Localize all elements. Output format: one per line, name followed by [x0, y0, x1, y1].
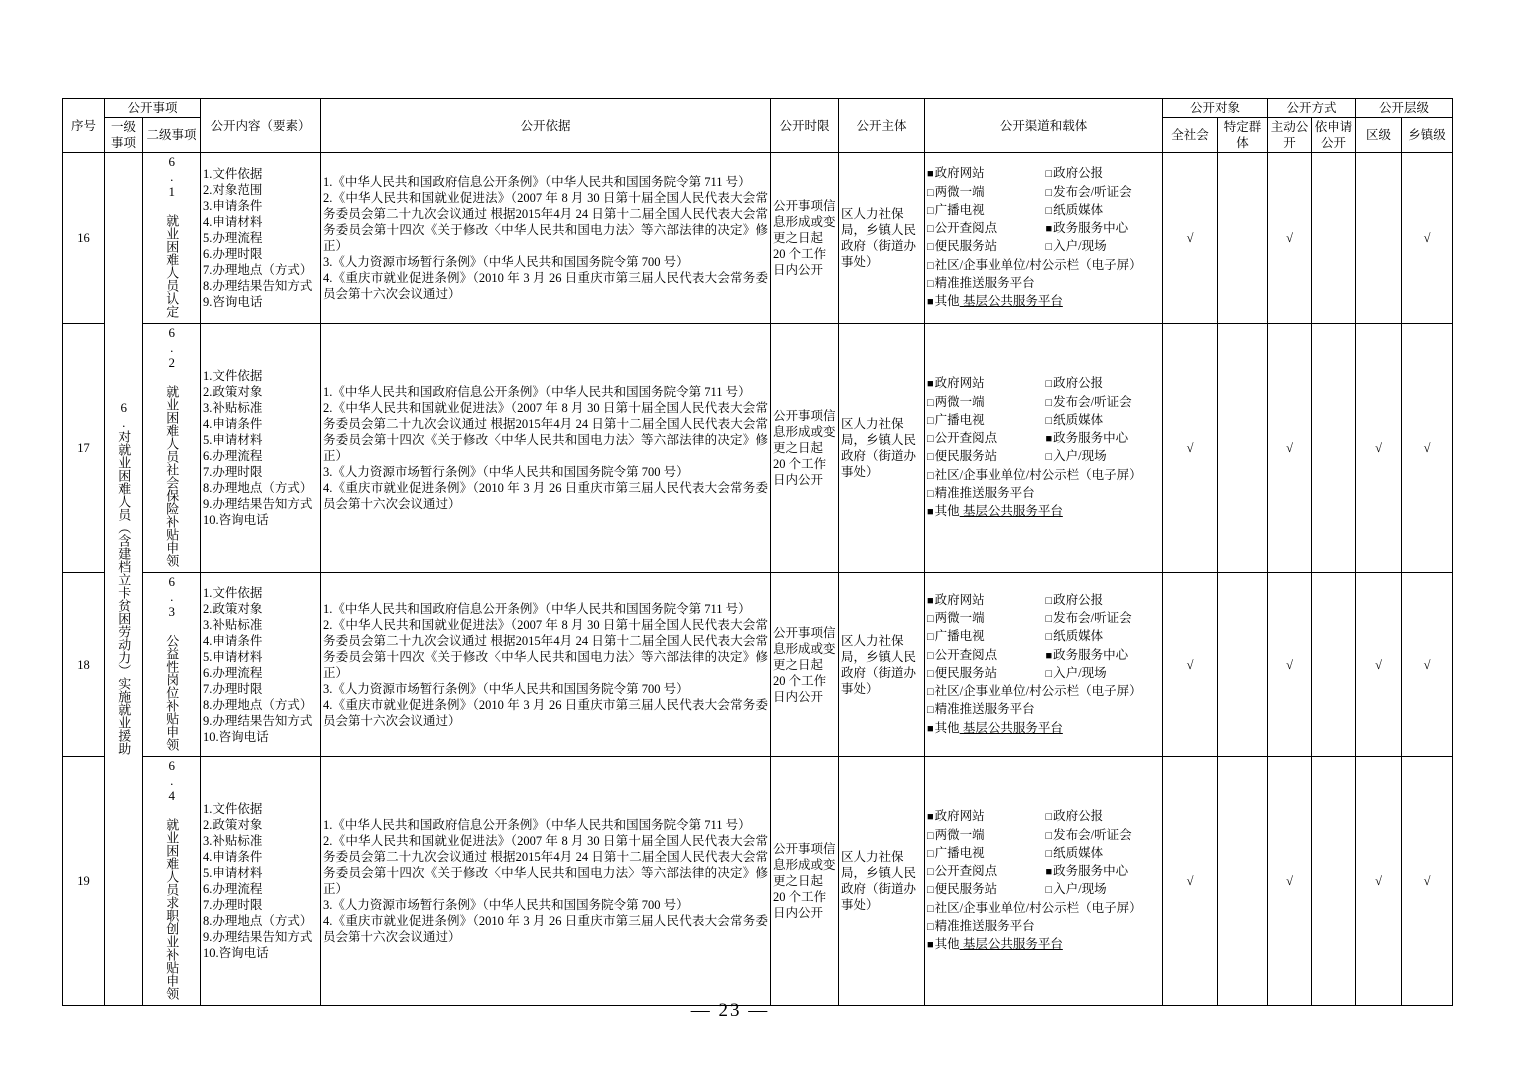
- table-row: [63, 573, 1453, 757]
- cell-seq: 19: [63, 757, 105, 1006]
- basis-item: 2.《中华人民共和国就业促进法》（2007 年 8 月 30 日第十届全国人民代表大会常务委员会第二十九次会议通过 根据2015年4月 24 日第十二届全国人民代表大会常务委员会第十四次《关于修改〈中华人民共和国电力法〉等六部法律的决定》修正）: [323, 617, 769, 680]
- cell-level-town: √: [1402, 324, 1453, 573]
- header-audience: 公开对象: [1163, 99, 1268, 118]
- content-element: 3.申请条件: [203, 199, 263, 213]
- channel-option[interactable]: □入户/现场: [1045, 449, 1107, 464]
- checkbox-icon: □: [927, 631, 934, 644]
- cell-time-limit: 公开事项信息形成或变更之日起 20 个工作日内公开: [771, 153, 839, 324]
- basis-item: 3.《人力资源市场暂行条例》（中华人民共和国国务院令第 700 号）: [323, 681, 689, 696]
- channel-option[interactable]: □精准推送服务平台: [927, 485, 1035, 500]
- channel-option[interactable]: □公开查阅点: [927, 431, 998, 445]
- channel-option[interactable]: □政府公报: [1045, 376, 1104, 391]
- checkbox-icon: ■: [927, 939, 934, 951]
- checkbox-icon: ■: [1045, 433, 1053, 445]
- cell-audience-all: √: [1163, 757, 1218, 1006]
- header-subject: 公开主体: [839, 99, 925, 153]
- checkbox-icon: □: [927, 847, 934, 860]
- checkbox-icon: □: [1045, 396, 1053, 409]
- checkbox-icon: □: [927, 241, 934, 254]
- checkbox-icon: □: [927, 920, 934, 933]
- checkbox-icon: □: [1045, 414, 1053, 427]
- checkbox-icon: □: [1045, 186, 1053, 199]
- checkbox-icon: □: [1045, 241, 1053, 254]
- cell-seq: 16: [63, 153, 105, 324]
- checkbox-icon: □: [1045, 451, 1053, 464]
- content-element: 5.申请材料: [203, 866, 263, 880]
- cell-mode-active: √: [1268, 573, 1312, 757]
- checkbox-icon: □: [927, 487, 934, 500]
- cell-level-district: [1356, 153, 1402, 324]
- content-element: 8.办理结果告知方式: [203, 279, 313, 293]
- content-element: 3.补贴标准: [203, 617, 263, 632]
- header-mode-active: 主动公开: [1268, 118, 1312, 153]
- checkbox-icon: □: [927, 704, 934, 717]
- cell-seq: 18: [63, 573, 105, 757]
- basis-item: 2.《中华人民共和国就业促进法》（2007 年 8 月 30 日第十届全国人民代表大会常务委员会第二十九次会议通过 根据2015年4月 24 日第十二届全国人民代表大会常务委员会第十四次《关于修改〈中华人民共和国电力法〉等六部法律的决定》修正）: [323, 834, 769, 896]
- header-public-item: 公开事项: [105, 99, 201, 118]
- table-header-row-1: [63, 99, 1453, 118]
- content-element: 6.办理流程: [203, 665, 263, 680]
- channel-option[interactable]: □两微一端: [927, 184, 985, 199]
- cell-audience-specific: [1218, 324, 1268, 573]
- header-time-limit: 公开时限: [771, 99, 839, 153]
- cell-level-district: √: [1356, 324, 1402, 573]
- cell-subject: 区人力社保局，乡镇人民政府（街道办事处）: [839, 573, 925, 757]
- cell-audience-all: √: [1163, 153, 1218, 324]
- content-element: 7.办理时限: [203, 465, 263, 479]
- header-mode: 公开方式: [1268, 99, 1356, 118]
- header-level-town: 乡镇级: [1402, 118, 1453, 153]
- checkbox-icon: □: [927, 277, 934, 290]
- content-element: 2.政策对象: [203, 818, 263, 832]
- cell-level-town: √: [1402, 153, 1453, 324]
- content-element: 10.咨询电话: [203, 729, 269, 744]
- cell-mode-active: √: [1268, 153, 1312, 324]
- checkbox-icon: □: [927, 667, 934, 680]
- channel-option[interactable]: □便民服务站: [927, 882, 998, 897]
- checkbox-icon: ■: [1045, 649, 1053, 662]
- cell-mode-request: [1312, 757, 1356, 1006]
- cell-content: [201, 757, 321, 1006]
- channel-option[interactable]: ■其他 基层公共服务平台: [927, 720, 1063, 735]
- channel-option[interactable]: □政府公报: [1045, 166, 1104, 181]
- basis-item: 1.《中华人民共和国政府信息公开条例》（中华人民共和国国务院令第 711 号）: [323, 175, 751, 189]
- channel-option[interactable]: □两微一端: [927, 611, 985, 625]
- header-seq: 序号: [63, 99, 105, 153]
- cell-level2-item: 6.4 就业困难人员求职创业补贴申领: [143, 757, 201, 1006]
- content-element: 6.办理流程: [203, 882, 263, 896]
- content-element: 2.政策对象: [203, 385, 263, 399]
- content-element: 4.申请条件: [203, 633, 263, 648]
- channel-option[interactable]: ■政务服务中心: [1045, 864, 1129, 878]
- disclosure-table: [62, 98, 1453, 1006]
- channel-option[interactable]: □纸质媒体: [1045, 202, 1104, 217]
- channel-option[interactable]: ■其他 基层公共服务平台: [927, 294, 1063, 308]
- cell-level-district: √: [1356, 573, 1402, 757]
- cell-channel: [925, 573, 1163, 757]
- checkbox-icon: □: [927, 223, 934, 235]
- content-element: 1.文件依据: [203, 167, 263, 181]
- checkbox-icon: □: [927, 396, 934, 409]
- cell-audience-specific: [1218, 757, 1268, 1006]
- cell-level2-item: 6.3 公益性岗位补贴申领: [143, 573, 201, 757]
- cell-mode-request: [1312, 573, 1356, 757]
- channel-option[interactable]: □纸质媒体: [1045, 629, 1104, 644]
- channel-option[interactable]: □广播电视: [927, 202, 985, 217]
- basis-item: 3.《人力资源市场暂行条例》（中华人民共和国国务院令第 700 号）: [323, 255, 689, 269]
- content-element: 7.办理时限: [203, 898, 263, 912]
- checkbox-icon: □: [927, 204, 934, 217]
- channel-option[interactable]: ■政务服务中心: [1045, 431, 1129, 445]
- table-row: [63, 153, 1453, 324]
- channel-option[interactable]: □广播电视: [927, 845, 985, 860]
- checkbox-icon: □: [927, 686, 934, 698]
- channel-option[interactable]: ■政务服务中心: [1045, 647, 1129, 662]
- cell-time-limit: 公开事项信息形成或变更之日起 20 个工作日内公开: [771, 573, 839, 757]
- table-body: [63, 153, 1453, 1006]
- cell-channel: [925, 757, 1163, 1006]
- cell-time-limit: 公开事项信息形成或变更之日起 20 个工作日内公开: [771, 324, 839, 573]
- checkbox-icon: □: [927, 866, 934, 878]
- header-content: 公开内容（要素）: [201, 99, 321, 153]
- content-element: 4.申请材料: [203, 215, 263, 229]
- basis-item: 1.《中华人民共和国政府信息公开条例》（中华人民共和国国务院令第 711 号）: [323, 601, 751, 616]
- content-element: 6.办理时限: [203, 247, 263, 261]
- cell-audience-specific: [1218, 573, 1268, 757]
- checkbox-icon: ■: [927, 378, 934, 391]
- checkbox-icon: ■: [927, 811, 934, 824]
- cell-content: [201, 573, 321, 757]
- checkbox-icon: ■: [927, 594, 934, 607]
- header-mode-request: 依申请公开: [1312, 118, 1356, 153]
- channel-option[interactable]: □社区/企事业单位/村公示栏（电子屏）: [927, 684, 1142, 698]
- basis-item: 1.《中华人民共和国政府信息公开条例》（中华人民共和国国务院令第 711 号）: [323, 818, 751, 832]
- cell-level2-item: 6.2 就业困难人员社会保险补贴申领: [143, 324, 201, 573]
- content-element: 7.办理地点（方式）: [203, 263, 313, 277]
- header-level1: 一级事项: [105, 118, 143, 153]
- cell-level-town: √: [1402, 757, 1453, 1006]
- content-element: 3.补贴标准: [203, 401, 263, 415]
- basis-item: 1.《中华人民共和国政府信息公开条例》（中华人民共和国国务院令第 711 号）: [323, 385, 751, 399]
- channel-option[interactable]: □发布会/听证会: [1045, 394, 1132, 409]
- checkbox-icon: □: [927, 433, 934, 445]
- channel-option[interactable]: ■政府网站: [927, 592, 985, 607]
- content-element: 8.办理地点（方式）: [203, 481, 313, 495]
- channel-option[interactable]: ■政府网站: [927, 376, 985, 391]
- checkbox-icon: □: [1045, 829, 1053, 842]
- channel-option[interactable]: ■政府网站: [927, 166, 985, 181]
- checkbox-icon: □: [1045, 204, 1053, 217]
- header-basis: 公开依据: [321, 99, 771, 153]
- checkbox-icon: □: [927, 613, 934, 625]
- content-element: 1.文件依据: [203, 585, 263, 600]
- channel-option[interactable]: □入户/现场: [1045, 665, 1107, 680]
- checkbox-icon: □: [1045, 884, 1053, 897]
- channel-option[interactable]: □公开查阅点: [927, 864, 998, 878]
- checkbox-icon: □: [927, 186, 934, 199]
- cell-audience-all: √: [1163, 324, 1218, 573]
- checkbox-icon: □: [1045, 811, 1053, 824]
- cell-basis: [321, 573, 771, 757]
- cell-mode-active: √: [1268, 757, 1312, 1006]
- cell-time-limit: 公开事项信息形成或变更之日起 20 个工作日内公开: [771, 757, 839, 1006]
- header-audience-all: 全社会: [1163, 118, 1218, 153]
- channel-option[interactable]: □精准推送服务平台: [927, 275, 1035, 290]
- content-element: 6.办理流程: [203, 449, 263, 463]
- table-row: [63, 324, 1453, 573]
- channel-option[interactable]: □精准推送服务平台: [927, 702, 1035, 717]
- basis-item: 4.《重庆市就业促进条例》（2010 年 3 月 26 日重庆市第三届人民代表大会常务委员会第十六次会议通过）: [323, 481, 769, 511]
- header-channel: 公开渠道和载体: [925, 99, 1163, 153]
- channel-option[interactable]: □入户/现场: [1045, 882, 1107, 897]
- content-element: 10.咨询电话: [203, 946, 269, 960]
- content-element: 1.文件依据: [203, 802, 263, 816]
- cell-mode-active: √: [1268, 324, 1312, 573]
- content-element: 10.咨询电话: [203, 513, 269, 527]
- cell-seq: 17: [63, 324, 105, 573]
- channel-option[interactable]: □公开查阅点: [927, 647, 998, 662]
- cell-mode-request: [1312, 153, 1356, 324]
- header-level: 公开层级: [1356, 99, 1453, 118]
- checkbox-icon: □: [927, 884, 934, 897]
- channel-option[interactable]: □纸质媒体: [1045, 412, 1104, 427]
- cell-content: [201, 153, 321, 324]
- cell-content: [201, 324, 321, 573]
- channel-option[interactable]: ■政务服务中心: [1045, 221, 1129, 235]
- cell-level-district: √: [1356, 757, 1402, 1006]
- cell-level1-item: 6.对就业困难人员（含建档立卡贫困劳动力）实施就业援助: [105, 153, 143, 1006]
- cell-audience-all: √: [1163, 573, 1218, 757]
- basis-item: 2.《中华人民共和国就业促进法》（2007 年 8 月 30 日第十届全国人民代表大会常务委员会第二十九次会议通过 根据2015年4月 24 日第十二届全国人民代表大会常务委员会第十四次《关于修改〈中华人民共和国电力法〉等六部法律的决定》修正）: [323, 191, 769, 253]
- checkbox-icon: □: [1045, 378, 1053, 391]
- checkbox-icon: ■: [927, 722, 934, 735]
- cell-subject: 区人力社保局，乡镇人民政府（街道办事处）: [839, 153, 925, 324]
- checkbox-icon: □: [927, 469, 934, 482]
- checkbox-icon: □: [927, 649, 934, 662]
- checkbox-icon: ■: [927, 168, 934, 181]
- checkbox-icon: □: [927, 829, 934, 842]
- header-audience-specific: 特定群体: [1218, 118, 1268, 153]
- cell-level-town: √: [1402, 573, 1453, 757]
- checkbox-icon: □: [1045, 613, 1053, 625]
- channel-option[interactable]: ■其他 基层公共服务平台: [927, 937, 1063, 951]
- basis-item: 4.《重庆市就业促进条例》（2010 年 3 月 26 日重庆市第三届人民代表大会常务委员会第十六次会议通过）: [323, 271, 769, 301]
- channel-option[interactable]: □社区/企事业单位/村公示栏（电子屏）: [927, 900, 1142, 915]
- content-element: 5.申请材料: [203, 433, 263, 447]
- channel-option[interactable]: □精准推送服务平台: [927, 918, 1035, 933]
- basis-item: 3.《人力资源市场暂行条例》（中华人民共和国国务院令第 700 号）: [323, 898, 689, 912]
- channel-option[interactable]: □发布会/听证会: [1045, 184, 1132, 199]
- content-element: 9.办理结果告知方式: [203, 497, 313, 511]
- checkbox-icon: □: [1045, 168, 1053, 181]
- channel-option[interactable]: □发布会/听证会: [1045, 611, 1132, 625]
- channel-option[interactable]: □便民服务站: [927, 239, 998, 254]
- basis-item: 4.《重庆市就业促进条例》（2010 年 3 月 26 日重庆市第三届人民代表大会常务委员会第十六次会议通过）: [323, 914, 769, 944]
- header-level2: 二级事项: [143, 118, 201, 153]
- content-element: 9.办理结果告知方式: [203, 713, 313, 728]
- content-element: 2.政策对象: [203, 601, 263, 616]
- channel-option[interactable]: □入户/现场: [1045, 239, 1107, 254]
- checkbox-icon: □: [927, 259, 934, 272]
- content-element: 8.办理地点（方式）: [203, 914, 313, 928]
- cell-mode-request: [1312, 324, 1356, 573]
- content-element: 2.对象范围: [203, 183, 263, 197]
- content-element: 4.申请条件: [203, 417, 263, 431]
- checkbox-icon: □: [1045, 667, 1053, 680]
- content-element: 3.补贴标准: [203, 834, 263, 848]
- checkbox-icon: ■: [1045, 223, 1053, 235]
- cell-channel: [925, 153, 1163, 324]
- basis-item: 2.《中华人民共和国就业促进法》（2007 年 8 月 30 日第十届全国人民代表大会常务委员会第二十九次会议通过 根据2015年4月 24 日第十二届全国人民代表大会常务委员会第十四次《关于修改〈中华人民共和国电力法〉等六部法律的决定》修正）: [323, 401, 769, 463]
- basis-item: 4.《重庆市就业促进条例》（2010 年 3 月 26 日重庆市第三届人民代表大会常务委员会第十六次会议通过）: [323, 697, 769, 728]
- cell-basis: [321, 324, 771, 573]
- checkbox-icon: □: [927, 902, 934, 915]
- checkbox-icon: □: [1045, 631, 1053, 644]
- channel-option[interactable]: □两微一端: [927, 827, 985, 842]
- channel-option[interactable]: □政府公报: [1045, 592, 1104, 607]
- cell-level2-item: 6.1 就业困难人员认定: [143, 153, 201, 324]
- channel-option[interactable]: □便民服务站: [927, 665, 998, 680]
- content-element: 4.申请条件: [203, 850, 263, 864]
- checkbox-icon: ■: [1045, 866, 1053, 878]
- checkbox-icon: □: [927, 451, 934, 464]
- cell-subject: 区人力社保局，乡镇人民政府（街道办事处）: [839, 324, 925, 573]
- content-element: 9.咨询电话: [203, 295, 263, 309]
- cell-audience-specific: [1218, 153, 1268, 324]
- basis-item: 3.《人力资源市场暂行条例》（中华人民共和国国务院令第 700 号）: [323, 465, 689, 479]
- content-element: 8.办理地点（方式）: [203, 697, 313, 712]
- cell-subject: 区人力社保局，乡镇人民政府（街道办事处）: [839, 757, 925, 1006]
- content-element: 5.申请材料: [203, 649, 263, 664]
- channel-option[interactable]: □两微一端: [927, 394, 985, 409]
- table-row: [63, 757, 1453, 1006]
- checkbox-icon: □: [1045, 847, 1053, 860]
- cell-basis: [321, 757, 771, 1006]
- channel-option[interactable]: □广播电视: [927, 629, 985, 644]
- channel-option[interactable]: □纸质媒体: [1045, 845, 1104, 860]
- cell-basis: [321, 153, 771, 324]
- channel-option[interactable]: □发布会/听证会: [1045, 827, 1132, 842]
- channel-option[interactable]: □社区/企事业单位/村公示栏（电子屏）: [927, 467, 1142, 482]
- content-element: 1.文件依据: [203, 369, 263, 383]
- channel-option[interactable]: □政府公报: [1045, 809, 1104, 824]
- channel-option[interactable]: ■其他 基层公共服务平台: [927, 504, 1063, 518]
- page-number: — 23 —: [690, 1000, 770, 1021]
- channel-option[interactable]: □广播电视: [927, 412, 985, 427]
- content-element: 5.办理流程: [203, 231, 263, 245]
- channel-option[interactable]: □公开查阅点: [927, 221, 998, 235]
- channel-option[interactable]: ■政府网站: [927, 809, 985, 824]
- content-element: 9.办理结果告知方式: [203, 930, 313, 944]
- cell-channel: [925, 324, 1163, 573]
- content-element: 7.办理时限: [203, 681, 263, 696]
- checkbox-icon: □: [927, 414, 934, 427]
- channel-option[interactable]: □社区/企事业单位/村公示栏（电子屏）: [927, 257, 1142, 272]
- channel-option[interactable]: □便民服务站: [927, 449, 998, 464]
- header-level-district: 区级: [1356, 118, 1402, 153]
- checkbox-icon: ■: [927, 296, 934, 308]
- checkbox-icon: ■: [927, 506, 934, 518]
- checkbox-icon: □: [1045, 594, 1053, 607]
